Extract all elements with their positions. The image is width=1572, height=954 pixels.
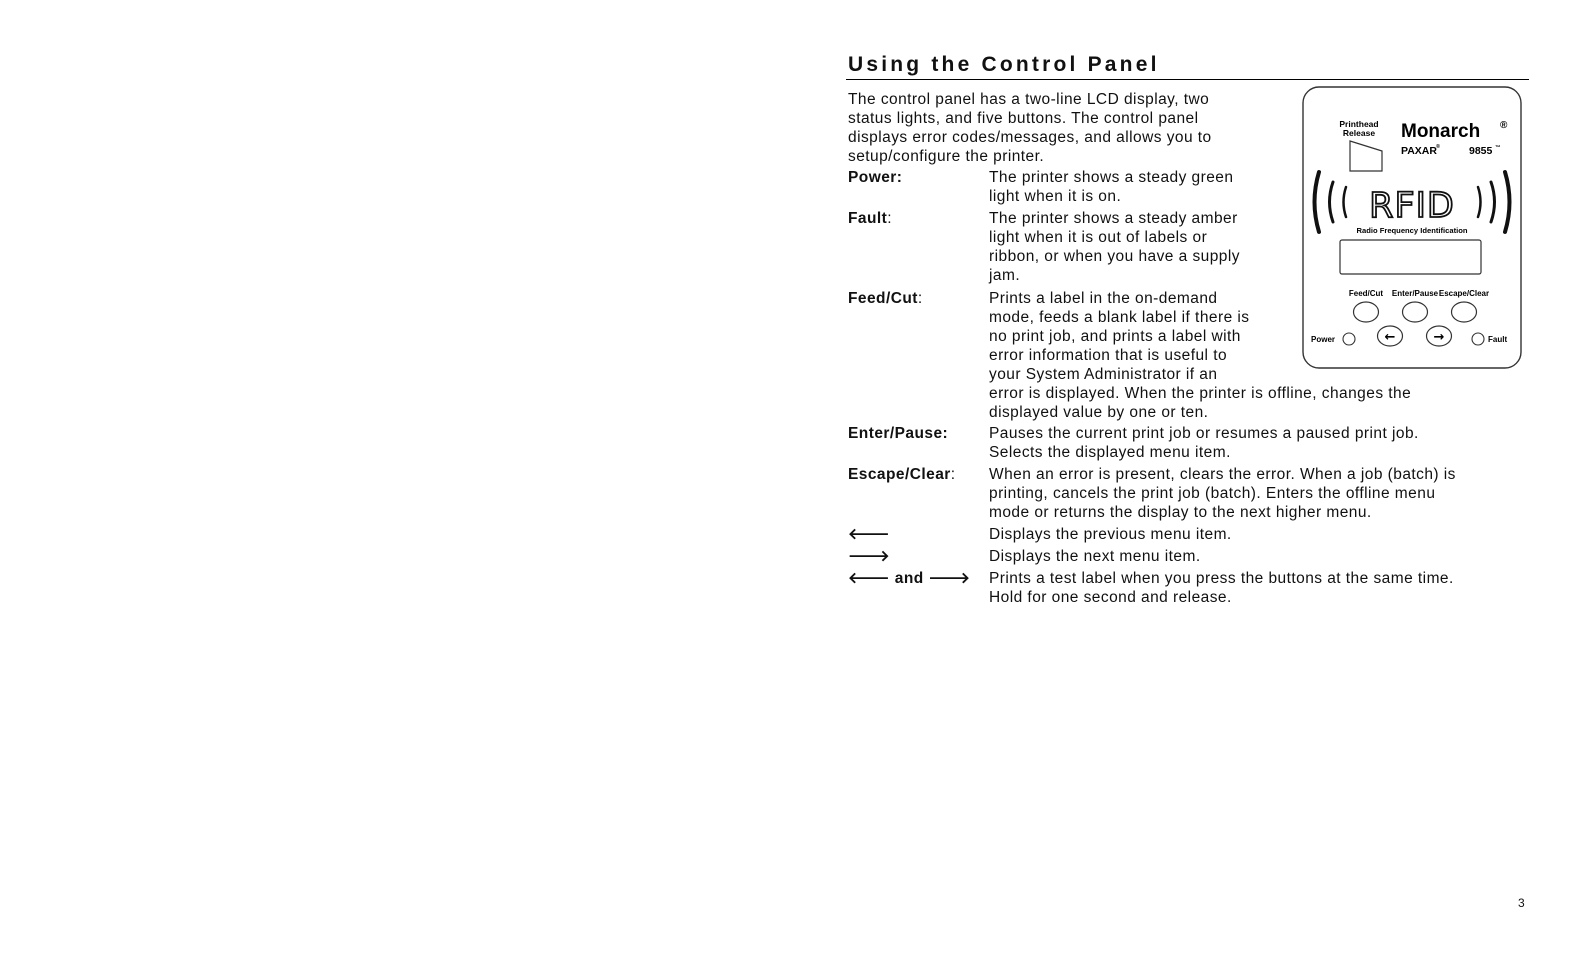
desc-line: When an error is present, clears the error. When a job (batch) is [989,466,1456,483]
control-panel-drawing [1302,86,1522,369]
title-rule [846,79,1529,80]
intro-line: setup/configure the printer. [848,148,1045,165]
rfid-caption: Radio Frequency Identification [1356,226,1468,235]
desc-line: your System Administrator if an [989,366,1218,383]
term-fault [848,209,892,228]
term-escape-clear [848,465,956,484]
term-label: Feed/Cut [848,290,918,307]
desc-power [989,168,1233,206]
term-power [848,168,902,187]
page-number: 3 [1518,896,1525,910]
desc-line: mode, feeds a blank label if there is [989,309,1250,326]
term-label: 🡐 and 🡒 [848,570,971,587]
desc-line: mode or returns the display to the next higher menu. [989,504,1372,521]
desc-line: ribbon, or when you have a supply [989,248,1240,265]
control-panel-illustration [1302,86,1522,369]
intro-line: status lights, and five buttons. The control panel [848,110,1199,127]
desc-line: error information that is useful to [989,347,1228,364]
model-number: 9855 [1469,145,1493,157]
term-feed-cut [848,289,923,308]
desc-line: Pauses the current print job or resumes a paused print job. [989,425,1419,442]
desc-line: Prints a label in the on-demand [989,290,1218,307]
desc-enter-pause [989,424,1419,462]
sub-brand-mark: ® [1436,144,1441,150]
desc-line: light when it is out of labels or [989,229,1208,246]
term-right-arrow [848,547,890,566]
left-arrow-icon: 🡐 [848,526,891,543]
term-label: Power: [848,169,903,186]
sub-brand: PAXAR [1401,145,1437,157]
rfid-wordmark: RFID [1369,186,1455,226]
term-suffix: : [887,210,893,227]
brand-mark: ® [1500,120,1508,131]
desc-line: Prints a test label when you press the buttons at the same time. [989,570,1454,587]
feed-cut-button [1354,302,1379,322]
desc-right-arrow [989,547,1201,566]
desc-line: Selects the displayed menu item. [989,444,1231,461]
term-enter-pause [848,424,948,443]
lcd-display [1340,240,1481,274]
right-arrow-icon: → [1433,330,1445,345]
term-label: Enter/Pause: [848,425,949,442]
release-label: Release [1342,128,1376,138]
model-mark: ™ [1495,145,1501,151]
intro-paragraph [848,90,1268,166]
enter-pause-label: Enter/Pause [1391,289,1439,298]
desc-line: displayed value by one or ten. [989,404,1209,421]
desc-line: The printer shows a steady green [989,169,1234,186]
term-both-arrows [848,569,970,588]
desc-line: Displays the previous menu item. [989,526,1232,543]
desc-both-arrows [989,569,1454,607]
desc-fault [989,209,1240,285]
desc-line: jam. [989,267,1021,284]
intro-line: The control panel has a two-line LCD display, two [848,91,1210,108]
desc-line: The printer shows a steady amber [989,210,1238,227]
desc-line: light when it is on. [989,188,1122,205]
desc-escape-clear [989,465,1456,522]
desc-line: printing, cancels the print job (batch). Enters the offline menu [989,485,1436,502]
escape-clear-button [1452,302,1477,322]
fault-light-label: Fault [1488,335,1508,344]
feed-cut-label: Feed/Cut [1348,289,1384,298]
right-arrow-icon: 🡒 [848,548,891,565]
desc-line: error is displayed. When the printer is offline, changes the [989,385,1412,402]
desc-line: Hold for one second and release. [989,589,1232,606]
term-label: Escape/Clear [848,466,951,483]
power-light [1343,333,1355,345]
desc-left-arrow [989,525,1232,544]
enter-pause-button [1403,302,1428,322]
brand-name: Monarch [1401,121,1481,142]
section-title: Using the Control Panel [848,53,1160,76]
term-suffix: : [950,466,956,483]
term-suffix: : [917,290,923,307]
fault-light [1472,333,1484,345]
left-arrow-icon: ← [1384,330,1396,345]
desc-line: Displays the next menu item. [989,548,1201,565]
escape-clear-label: Escape/Clear [1438,289,1490,298]
desc-line: no print job, and prints a label with [989,328,1241,345]
intro-line: displays error codes/messages, and allows you to [848,129,1212,146]
term-left-arrow [848,525,890,544]
printhead-label: Printhead [1339,119,1379,129]
term-label: Fault [848,210,888,227]
power-light-label: Power [1311,335,1336,344]
